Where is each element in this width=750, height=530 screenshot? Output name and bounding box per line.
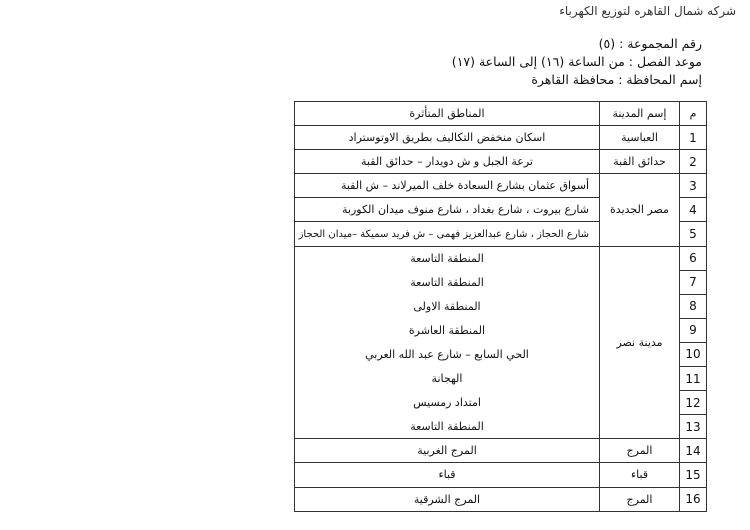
row-num: 11 (680, 367, 707, 391)
row-num: 2 (680, 150, 707, 174)
row-num: 4 (680, 198, 707, 222)
area-cell: الحي السابع – شارع عبد الله العربي (295, 342, 600, 366)
row-num: 12 (680, 391, 707, 415)
city-cell: المرج (600, 439, 680, 463)
table-header-row (295, 102, 707, 126)
governorate-name: إسم المحافظة : محافظة القاهرة (531, 72, 702, 87)
area-cell: المنطقة الاولى (295, 294, 600, 318)
area-cell: المرج الغربية (295, 439, 600, 463)
area-cell: الهجانة (295, 367, 600, 391)
table-row (295, 246, 707, 270)
cutoff-schedule: موعد الفصل : من الساعة (١٦) إلى الساعة (١٧) (451, 54, 702, 69)
affected-areas-table (294, 101, 707, 512)
row-num: 6 (680, 246, 707, 270)
area-cell: المنطقة العاشرة (295, 318, 600, 342)
city-cell: مدينة نصر (600, 246, 680, 439)
area-cell: المرج الشرقية (295, 487, 600, 511)
table-row (295, 150, 707, 174)
header-areas: المناطق المتأثرة (295, 102, 600, 126)
table-row (295, 439, 707, 463)
row-num: 8 (680, 294, 707, 318)
row-num: 5 (680, 222, 707, 246)
row-num: 9 (680, 318, 707, 342)
row-num: 7 (680, 270, 707, 294)
city-cell: المرج (600, 487, 680, 511)
row-num: 14 (680, 439, 707, 463)
area-cell: قباء (295, 463, 600, 487)
area-cell: المنطقة التاسعة (295, 246, 600, 270)
area-cell: امتداد رمسيس (295, 391, 600, 415)
city-cell: العباسية (600, 126, 680, 150)
company-name: شركه شمال القاهره لتوزيع الكهرباء (559, 4, 736, 18)
area-cell: شارع الحجاز ، شارع عبدالعزيز فهمى – ش فريد سميكة –ميدان الحجاز (295, 222, 600, 246)
area-cell: شارع بيروت ، شارع بغداد ، شارع منوف ميدان الكوربة (295, 198, 600, 222)
header-num: م (680, 102, 707, 126)
city-cell: حدائق القبة (600, 150, 680, 174)
header-city: إسم المدينة (600, 102, 680, 126)
area-cell: اسكان منخفض التكاليف بطريق الاوتوستراد (295, 126, 600, 150)
table-row (295, 174, 707, 198)
area-cell: المنطقة التاسعة (295, 270, 600, 294)
row-num: 3 (680, 174, 707, 198)
city-cell: مصر الجديدة (600, 174, 680, 246)
row-num: 16 (680, 487, 707, 511)
row-num: 15 (680, 463, 707, 487)
row-num: 13 (680, 415, 707, 439)
area-cell: ترعة الجبل و ش دويدار – حدائق القبة (295, 150, 600, 174)
table-row (295, 487, 707, 511)
area-cell: أسواق عثمان بشارع السعادة خلف الميرلاند – ش القبة (295, 174, 600, 198)
city-cell: قباء (600, 463, 680, 487)
row-num: 10 (680, 342, 707, 366)
area-cell: المنطقة التاسعة (295, 415, 600, 439)
row-num: 1 (680, 126, 707, 150)
group-number: رقم المجموعة : (٥) (598, 36, 702, 51)
table-row (295, 463, 707, 487)
table-row (295, 126, 707, 150)
